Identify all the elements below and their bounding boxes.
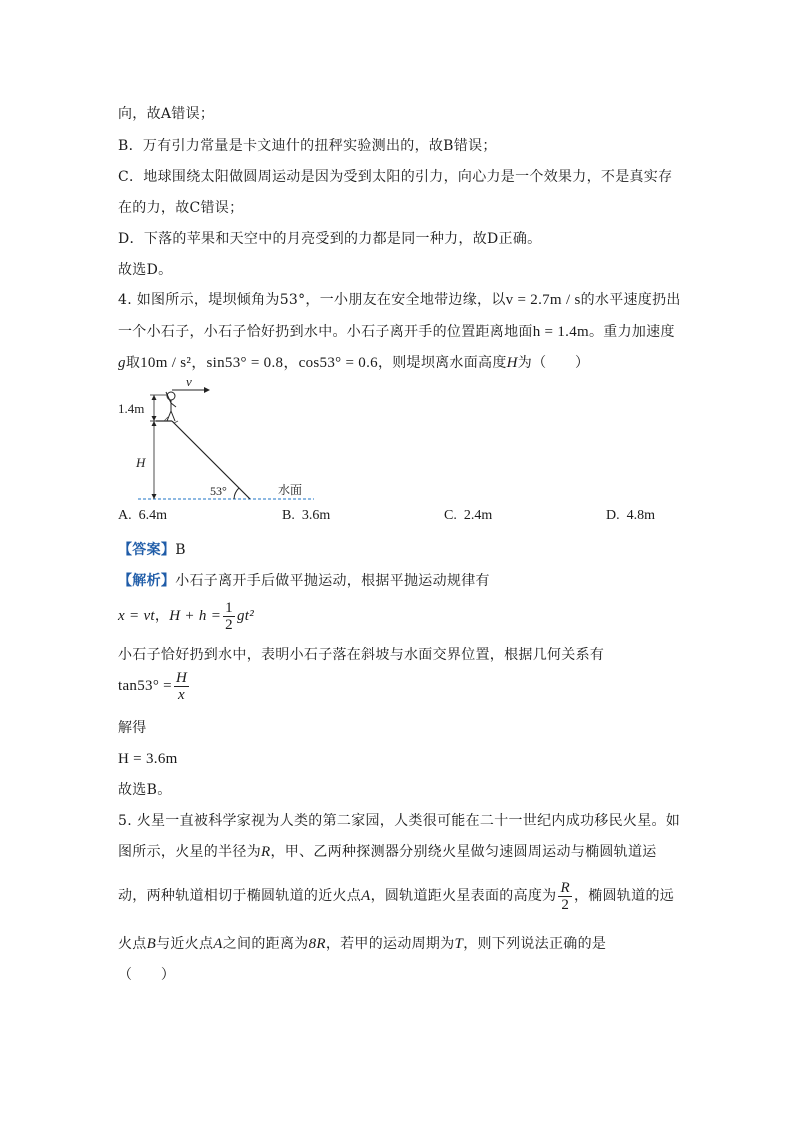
label-H: H bbox=[136, 455, 146, 470]
velocity-equation: v = 2.7m / s bbox=[505, 292, 581, 308]
label-v: v bbox=[186, 378, 192, 389]
label-water: 水面 bbox=[278, 483, 303, 497]
equation-3: H = 3.6m bbox=[118, 751, 178, 767]
dam-diagram bbox=[112, 378, 322, 504]
answer-line bbox=[118, 540, 186, 560]
analysis-line-2: 小石子恰好扔到水中，表明小石子落在斜坡与水面交界位置，根据几何关系有 bbox=[118, 647, 605, 663]
text-line: 故选D。 bbox=[118, 262, 173, 278]
equation-1: x = vt，H + h = $\frac{1}{2}$ gt² bbox=[118, 599, 255, 633]
option-a[interactable]: A. 6.4m bbox=[118, 508, 168, 523]
text-line: 在的力，故C错误； bbox=[118, 200, 244, 216]
label-angle: 53° bbox=[210, 484, 227, 498]
question-5-line-5: （ ） bbox=[118, 967, 176, 983]
height-equation: h = 1.4m bbox=[532, 324, 589, 340]
question-4-line-1: 4. 如图所示，堤坝倾角为53°，一小朋友在安全地带边缘，以v = 2.7m / s的水平速度扔出 bbox=[118, 292, 681, 308]
option-c[interactable]: C. 2.4m bbox=[444, 508, 493, 523]
text-line: B．万有引力常量是卡文迪什的扭秤实验测出的，故B错误； bbox=[118, 138, 497, 154]
answer-tag: 【答案】 bbox=[118, 542, 176, 558]
question-4-line-3: g取10m / s²，sin53° = 0.8，cos53° = 0.6，则堤坝离水面高度H为（ ） bbox=[118, 355, 590, 371]
question-5-line-4: 火点B与近火点A之间的距离为8R，若甲的运动周期为T，则下列说法正确的是 bbox=[118, 936, 607, 952]
answer-value: B bbox=[175, 542, 186, 558]
solve-line: 解得 bbox=[118, 720, 147, 736]
label-h: 1.4m bbox=[118, 401, 145, 416]
fraction-half: $\frac{1}{2}$ bbox=[225, 599, 233, 633]
conclusion-line: 故选B。 bbox=[118, 782, 172, 798]
text-line: C．地球围绕太阳做圆周运动是因为受到太阳的引力，向心力是一个效果力，不是真实存 bbox=[118, 169, 673, 185]
equation-2: tan53° = $\frac{H}{x}$ bbox=[118, 669, 188, 703]
analysis-line: 【解析】小石子离开手后做平抛运动，根据平抛运动规律有 bbox=[118, 573, 490, 589]
fraction-H-over-x: $\frac{H}{x}$ bbox=[175, 669, 188, 703]
text-line: 向，故A错误； bbox=[118, 106, 215, 122]
fraction-R-over-2: $\frac{R}{2}$ bbox=[560, 879, 570, 913]
text-line: D．下落的苹果和天空中的月亮受到的力都是同一种力，故D正确。 bbox=[118, 231, 542, 247]
option-d[interactable]: D. 4.8m bbox=[606, 508, 656, 523]
analysis-tag: 【解析】 bbox=[118, 573, 176, 589]
question-5-line-1: 5. 火星一直被科学家视为人类的第二家园，人类很可能在二十一世纪内成功移民火星。如 bbox=[118, 813, 681, 829]
question-5-line-2: 图所示，火星的半径为R，甲、乙两种探测器分别绕火星做匀速圆周运动与椭圆轨道运 bbox=[118, 844, 657, 860]
question-4-line-2: 一个小石子，小石子恰好扔到水中。小石子离开手的位置距离地面h = 1.4m。重力加速度 bbox=[118, 324, 675, 340]
answer-options bbox=[118, 508, 678, 528]
option-b[interactable]: B. 3.6m bbox=[282, 508, 331, 523]
question-5-line-3: 动，两种轨道相切于椭圆轨道的近火点A，圆轨道距火星表面的高度为 $\frac{R}{2}$ ，椭圆轨道的远 bbox=[118, 879, 675, 913]
